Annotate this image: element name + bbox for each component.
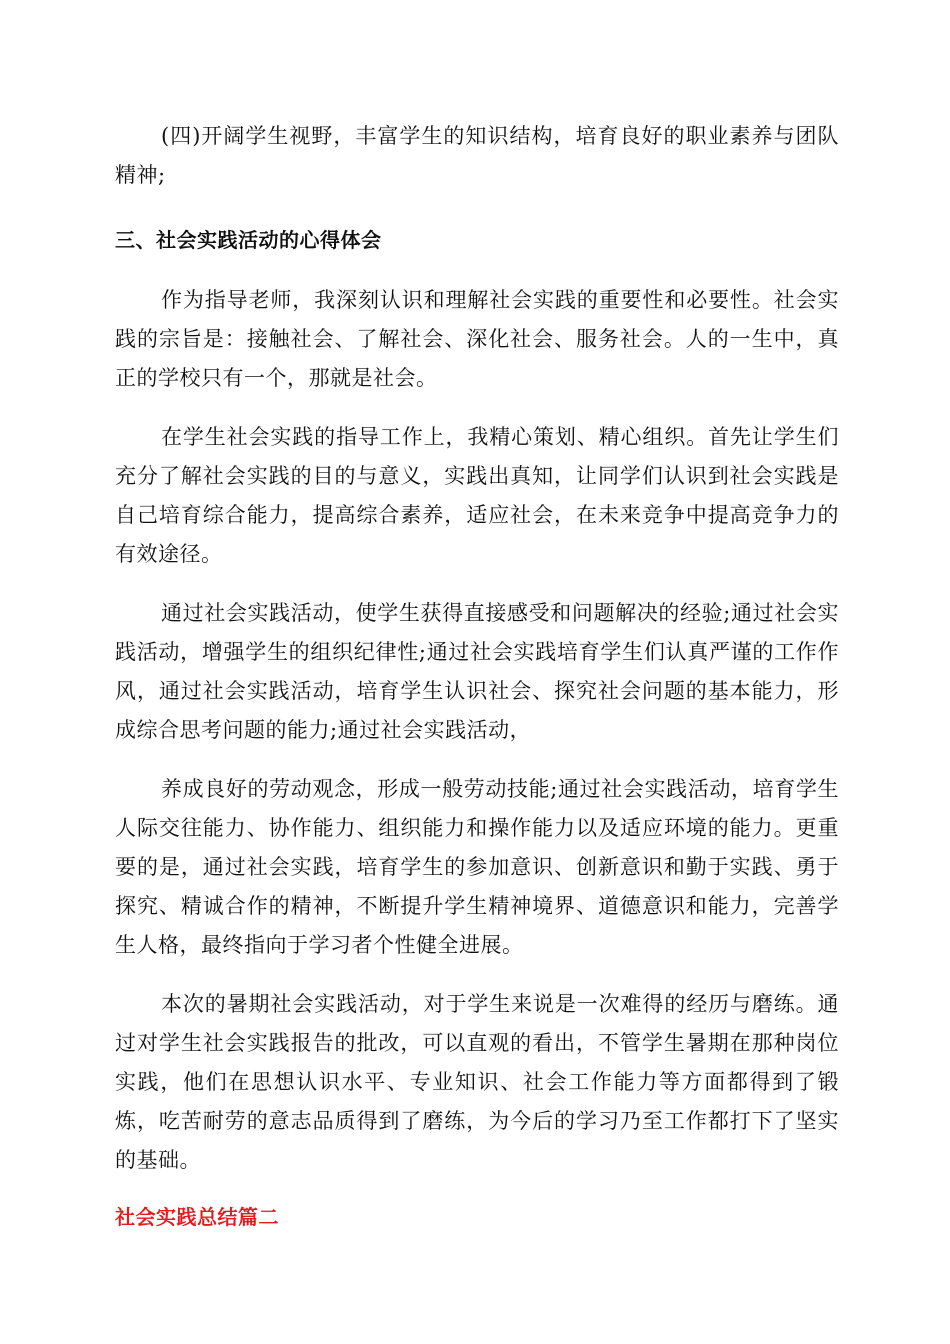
section-heading-experience: 三、社会实践活动的心得体会 <box>115 228 382 252</box>
paragraph-abilities: 养成良好的劳动观念，形成一般劳动技能;通过社会实践活动，培育学生人际交往能力、协作能力、组织能力和操作能力以及适应环境的能力。更重要的是，通过社会实践，培育学生的参加意识、创新意识和勤于实践、勇于探究、精诚合作的精神，不断提升学生精神境界、道德意识和能力，完善学生人格，最终指向于学习者个性健全进展。 <box>115 777 839 957</box>
paragraph-summary: 本次的暑期社会实践活动，对于学生来说是一次难得的经历与磨练。通过对学生社会实践报告的批改，可以直观的看出，不管学生暑期在那种岗位实践，他们在思想认识水平、专业知识、社会工作能力等方面都得到了锻炼，吃苦耐劳的意志品质得到了磨练，为今后的学习乃至工作都打下了坚实的基础。 <box>115 992 839 1172</box>
section-heading-part-two: 社会实践总结篇二 <box>115 1205 279 1229</box>
paragraph-benefits: 通过社会实践活动，使学生获得直接感受和问题解决的经验;通过社会实践活动，增强学生的组织纪律性;通过社会实践培育学生们认真严谨的工作作风，通过社会实践活动，培育学生认识社会、探究社会问题的基本能力，形成综合思考问题的能力;通过社会实践活动， <box>115 601 839 742</box>
paragraph-planning: 在学生社会实践的指导工作上，我精心策划、精心组织。首先让学生们充分了解社会实践的目的与意义，实践出真知，让同学们认识到社会实践是自己培育综合能力，提高综合素养，适应社会，在未来竞争中提高竞争力的有效途径。 <box>115 425 839 566</box>
paragraph-importance: 作为指导老师，我深刻认识和理解社会实践的重要性和必要性。社会实践的宗旨是：接触社会、了解社会、深化社会、服务社会。人的一生中，真正的学校只有一个，那就是社会。 <box>115 288 839 390</box>
document-body <box>115 117 839 1258</box>
paragraph-objective-4: (四)开阔学生视野，丰富学生的知识结构，培育良好的职业素养与团队精神; <box>115 124 839 187</box>
